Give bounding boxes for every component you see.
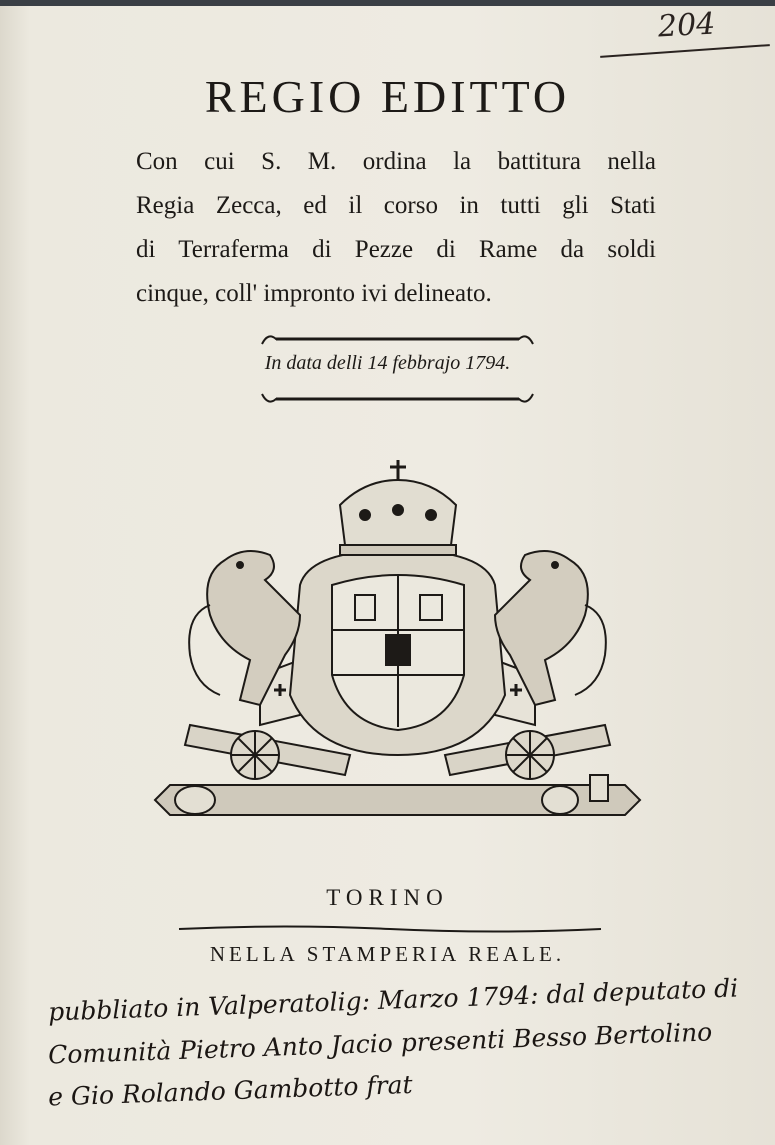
subtitle-line: Regia Zecca, ed il corso in tutti gli Stati [136, 192, 656, 219]
subtitle-line: di Terraferma di Pezze di Rame da soldi [136, 236, 656, 263]
bottom-flourish [260, 390, 535, 408]
handwritten-note-line: pubbliato in Valperatolig: Marzo 1794: dal deputato di [47, 973, 739, 1027]
subtitle [136, 140, 656, 316]
coat-of-arms-emblem [150, 455, 645, 840]
printer-line: NELLA STAMPERIA REALE. [209, 942, 566, 966]
handwritten-note-line: e Gio Rolando Gambotto frat [47, 1069, 413, 1112]
top-flourish [260, 330, 535, 348]
catalog-underline [600, 44, 770, 58]
catalog-number: 204 [656, 6, 716, 45]
handwritten-note-line: Comunità Pietro Anto Jacio presenti Besso Bertolino [47, 1017, 713, 1070]
page-title: REGIO EDITTO [204, 71, 571, 122]
top-border [0, 0, 775, 6]
decorative-rule [175, 922, 605, 936]
subtitle-line: Con cui S. M. ordina la battitura nella [136, 148, 656, 175]
date-line: In data delli 14 febbrajo 1794. [264, 352, 511, 374]
city-name: TORINO [326, 885, 449, 910]
subtitle-line: cinque, coll' impronto ivi delineato. [136, 280, 492, 307]
